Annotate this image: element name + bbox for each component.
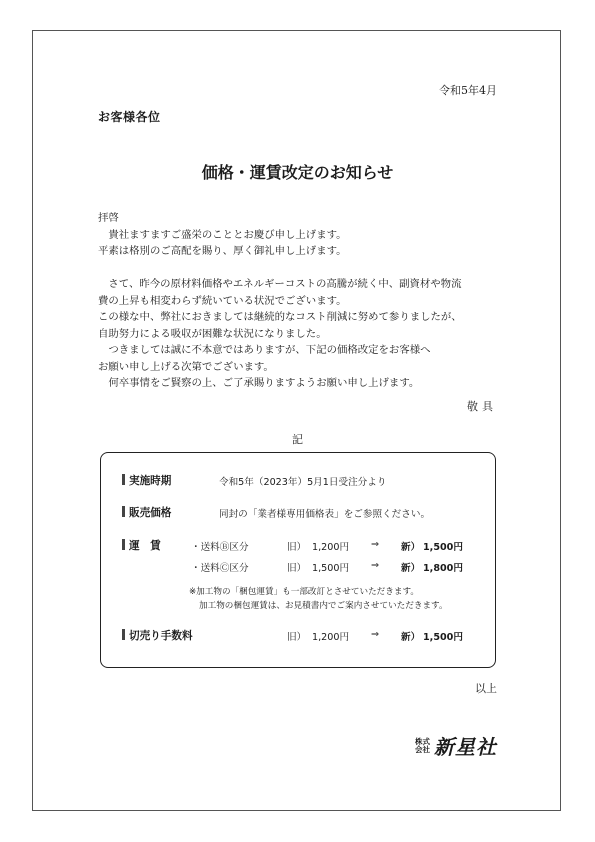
company-logo xyxy=(415,731,497,760)
body-line: 拝啓 xyxy=(98,212,119,224)
freight-row-c-old: 1,500円 xyxy=(312,563,350,574)
body-line: 何卒事情をご賢察の上、ご了承賜りますようお願い申し上げます。 xyxy=(98,377,420,389)
body-line: この様な中、弊社におきましては継続的なコスト削減に努めて参りましたが、 xyxy=(98,311,462,323)
body-line: 平素は格別のご高配を賜り、厚く御礼申し上げます。 xyxy=(98,245,347,257)
packing-note: ※加工物の「梱包運賃」も一部改訂とさせていただきます。 xyxy=(189,587,419,597)
company-type xyxy=(415,738,430,754)
notice-date: 令和5年4月 xyxy=(439,84,497,97)
body-line: 自助努力による吸収が困難な状況になりました。 xyxy=(98,327,327,340)
cutting-old: 1,200円 xyxy=(312,632,350,643)
price-label: 販売価格 xyxy=(122,505,171,520)
body-line-blank xyxy=(98,260,462,277)
packing-note: 加工物の梱包運賃は、お見積書内でご案内させていただきます。 xyxy=(199,601,448,611)
letter-body xyxy=(98,210,462,392)
freight-row-c-name: ・送料Ⓒ区分 xyxy=(191,563,249,574)
cutting-new-label: 新） xyxy=(401,632,421,643)
freight-row-b-old: 1,200円 xyxy=(312,542,350,553)
body-line: 費の上昇も相変わらず続いている状況でございます。 xyxy=(98,294,347,307)
cutting-new: 1,500円 xyxy=(423,632,463,643)
cutting-old-label: 旧） xyxy=(287,632,307,643)
arrow-icon: ⇒ xyxy=(371,539,380,550)
period-value: 令和5年（2023年）5月1日受注分より xyxy=(219,477,387,488)
period-label: 実施時期 xyxy=(122,473,171,488)
company-type-bottom: 会社 xyxy=(415,744,430,754)
freight-row-b-name: ・送料Ⓑ区分 xyxy=(191,542,249,553)
freight-row-b-new: 1,500円 xyxy=(423,542,463,553)
keigu: 敬具 xyxy=(467,400,497,413)
company-name: 新星社 xyxy=(434,735,497,759)
arrow-icon: ⇒ xyxy=(371,560,380,571)
body-line: 貴社ますますご盛栄のこととお慶び申し上げます。 xyxy=(98,228,347,241)
freight-row-c-old-label: 旧） xyxy=(287,563,307,574)
page-title: 価格・運賃改定のお知らせ xyxy=(201,163,394,182)
body-line: つきましては誠に不本意ではありますが、下記の価格改定をお客様へ xyxy=(98,344,431,356)
freight-label: 運 賃 xyxy=(122,538,161,553)
freight-row-b-new-label: 新） xyxy=(401,542,421,553)
details-box xyxy=(100,452,496,668)
closing-ijo: 以上 xyxy=(475,682,497,695)
freight-row-b-old-label: 旧） xyxy=(287,542,307,553)
ki-heading: 記 xyxy=(292,433,303,446)
cutting-fee-label: 切売り手数料 xyxy=(122,628,193,643)
price-value: 同封の「業者様専用価格表」をご参照ください。 xyxy=(219,509,431,520)
arrow-icon: ⇒ xyxy=(371,629,380,640)
body-line: お願い申し上げる次第でございます。 xyxy=(98,360,274,373)
freight-row-c-new-label: 新） xyxy=(401,563,421,574)
body-line: さて、昨今の原材料価格やエネルギーコストの高騰が続く中、副資材や物流 xyxy=(98,278,462,290)
freight-row-c-new: 1,800円 xyxy=(423,563,463,574)
company-type-top: 株式 xyxy=(415,736,430,746)
addressee: お客様各位 xyxy=(98,110,161,124)
